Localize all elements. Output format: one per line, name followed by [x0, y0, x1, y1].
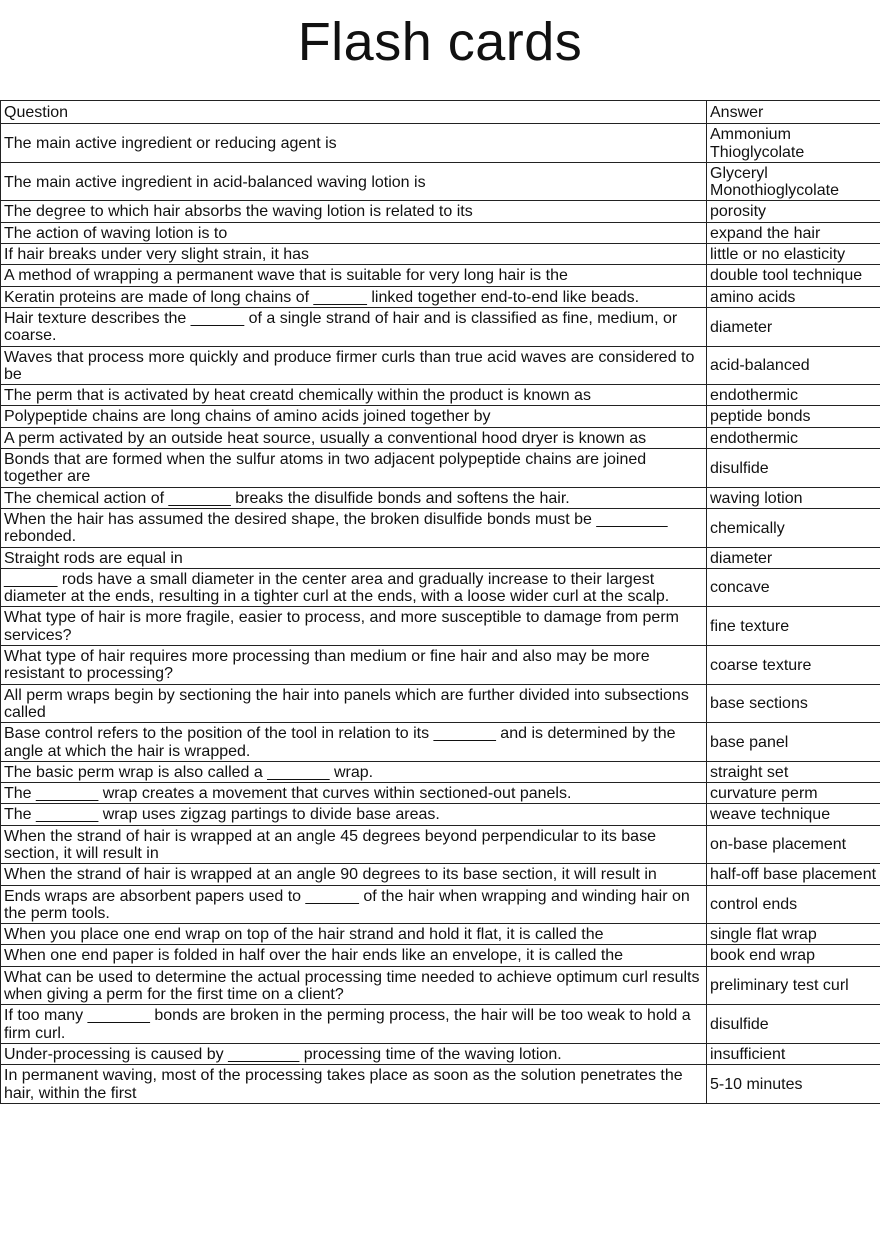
- answer-cell: peptide bonds: [707, 406, 880, 427]
- flash-cards-table: [0, 100, 880, 1104]
- table-row: [1, 864, 880, 885]
- question-cell: The _______ wrap uses zigzag partings to divide base areas.: [1, 804, 707, 825]
- answer-cell: single flat wrap: [707, 924, 880, 945]
- question-cell: The degree to which hair absorbs the waving lotion is related to its: [1, 201, 707, 222]
- answer-cell: little or no elasticity: [707, 244, 880, 265]
- answer-cell: diameter: [707, 547, 880, 568]
- question-cell: Ends wraps are absorbent papers used to ______ of the hair when wrapping and winding hair on the perm tools.: [1, 885, 707, 924]
- table-row: [1, 761, 880, 782]
- table-row: [1, 508, 880, 547]
- answer-cell: on-base placement: [707, 825, 880, 864]
- question-cell: In permanent waving, most of the processing takes place as soon as the solution penetrates the hair, within the first: [1, 1065, 707, 1104]
- question-cell: The chemical action of _______ breaks the disulfide bonds and softens the hair.: [1, 487, 707, 508]
- answer-cell: straight set: [707, 761, 880, 782]
- question-cell: ______ rods have a small diameter in the center area and gradually increase to their largest diameter at the ends, resulting in a tighter curl at the ends, with a loose wider curl at the scalp.: [1, 568, 707, 607]
- answer-cell: disulfide: [707, 449, 880, 488]
- answer-cell: expand the hair: [707, 222, 880, 243]
- question-cell: If too many _______ bonds are broken in the perming process, the hair will be too weak to hold a firm curl.: [1, 1005, 707, 1044]
- table-row: [1, 646, 880, 685]
- table-row: [1, 684, 880, 723]
- table-row: [1, 1005, 880, 1044]
- flash-cards-body: [1, 101, 880, 1104]
- answer-cell: 5-10 minutes: [707, 1065, 880, 1104]
- question-cell: Waves that process more quickly and produce firmer curls than true acid waves are considered to be: [1, 346, 707, 385]
- table-row: [1, 547, 880, 568]
- question-cell: If hair breaks under very slight strain, it has: [1, 244, 707, 265]
- title-spacer: [0, 88, 880, 100]
- table-row: [1, 804, 880, 825]
- answer-cell: diameter: [707, 307, 880, 346]
- answer-cell: porosity: [707, 201, 880, 222]
- answer-cell: weave technique: [707, 804, 880, 825]
- table-row: [1, 945, 880, 966]
- table-row: [1, 825, 880, 864]
- table-row: [1, 406, 880, 427]
- table-row: [1, 885, 880, 924]
- answer-cell: insufficient: [707, 1043, 880, 1064]
- answer-cell: double tool technique: [707, 265, 880, 286]
- table-row: [1, 286, 880, 307]
- answer-cell: amino acids: [707, 286, 880, 307]
- table-row: [1, 1065, 880, 1104]
- question-cell: The action of waving lotion is to: [1, 222, 707, 243]
- table-row: [1, 265, 880, 286]
- answer-cell: Ammonium Thioglycolate: [707, 124, 880, 163]
- question-cell: When the strand of hair is wrapped at an angle 90 degrees to its base section, it will result in: [1, 864, 707, 885]
- answer-cell: coarse texture: [707, 646, 880, 685]
- table-row: [1, 385, 880, 406]
- answer-cell: waving lotion: [707, 487, 880, 508]
- question-cell: When the hair has assumed the desired shape, the broken disulfide bonds must be ________ rebonded.: [1, 508, 707, 547]
- table-row: [1, 222, 880, 243]
- page-title: Flash cards: [297, 12, 583, 72]
- question-cell: The _______ wrap creates a movement that curves within sectioned-out panels.: [1, 783, 707, 804]
- answer-cell: book end wrap: [707, 945, 880, 966]
- question-cell: What type of hair requires more processing than medium or fine hair and also may be more resistant to processing?: [1, 646, 707, 685]
- question-cell: The perm that is activated by heat creatd chemically within the product is known as: [1, 385, 707, 406]
- table-row: [1, 162, 880, 201]
- answer-cell: preliminary test curl: [707, 966, 880, 1005]
- answer-cell: base panel: [707, 723, 880, 762]
- question-cell: Keratin proteins are made of long chains of ______ linked together end-to-end like beads.: [1, 286, 707, 307]
- question-cell: When one end paper is folded in half over the hair ends like an envelope, it is called the: [1, 945, 707, 966]
- question-cell: The main active ingredient or reducing agent is: [1, 124, 707, 163]
- answer-cell: Glyceryl Monothioglycolate: [707, 162, 880, 201]
- table-row: [1, 1043, 880, 1064]
- table-row: [1, 607, 880, 646]
- answer-cell: curvature perm: [707, 783, 880, 804]
- question-column-header: Question: [1, 101, 707, 124]
- question-cell: The main active ingredient in acid-balanced waving lotion is: [1, 162, 707, 201]
- table-row: [1, 568, 880, 607]
- table-row: [1, 783, 880, 804]
- question-cell: Hair texture describes the ______ of a single strand of hair and is classified as fine, medium, or coarse.: [1, 307, 707, 346]
- question-cell: Base control refers to the position of the tool in relation to its _______ and is determined by the angle at which the hair is wrapped.: [1, 723, 707, 762]
- question-cell: A perm activated by an outside heat source, usually a conventional hood dryer is known as: [1, 427, 707, 448]
- answer-cell: acid-balanced: [707, 346, 880, 385]
- question-cell: What type of hair is more fragile, easier to process, and more susceptible to damage from perm services?: [1, 607, 707, 646]
- answer-cell: fine texture: [707, 607, 880, 646]
- question-cell: When you place one end wrap on top of the hair strand and hold it flat, it is called the: [1, 924, 707, 945]
- table-row: [1, 487, 880, 508]
- question-cell: What can be used to determine the actual processing time needed to achieve optimum curl results when giving a perm for the first time on a client?: [1, 966, 707, 1005]
- answer-cell: concave: [707, 568, 880, 607]
- answer-cell: disulfide: [707, 1005, 880, 1044]
- table-row: [1, 244, 880, 265]
- question-cell: All perm wraps begin by sectioning the hair into panels which are further divided into subsections called: [1, 684, 707, 723]
- table-row: [1, 346, 880, 385]
- table-row: [1, 124, 880, 163]
- table-row: [1, 201, 880, 222]
- table-row: [1, 723, 880, 762]
- table-header-row: [1, 101, 880, 124]
- answer-cell: control ends: [707, 885, 880, 924]
- question-cell: Polypeptide chains are long chains of amino acids joined together by: [1, 406, 707, 427]
- table-row: [1, 924, 880, 945]
- table-row: [1, 307, 880, 346]
- table-row: [1, 966, 880, 1005]
- table-row: [1, 449, 880, 488]
- answer-column-header: Answer: [707, 101, 880, 124]
- question-cell: Under-processing is caused by ________ processing time of the waving lotion.: [1, 1043, 707, 1064]
- answer-cell: base sections: [707, 684, 880, 723]
- answer-cell: half-off base placement: [707, 864, 880, 885]
- question-cell: When the strand of hair is wrapped at an angle 45 degrees beyond perpendicular to its base section, it will result in: [1, 825, 707, 864]
- answer-cell: endothermic: [707, 385, 880, 406]
- question-cell: A method of wrapping a permanent wave that is suitable for very long hair is the: [1, 265, 707, 286]
- question-cell: Straight rods are equal in: [1, 547, 707, 568]
- table-row: [1, 427, 880, 448]
- answer-cell: chemically: [707, 508, 880, 547]
- question-cell: The basic perm wrap is also called a _______ wrap.: [1, 761, 707, 782]
- question-cell: Bonds that are formed when the sulfur atoms in two adjacent polypeptide chains are joined together are: [1, 449, 707, 488]
- answer-cell: endothermic: [707, 427, 880, 448]
